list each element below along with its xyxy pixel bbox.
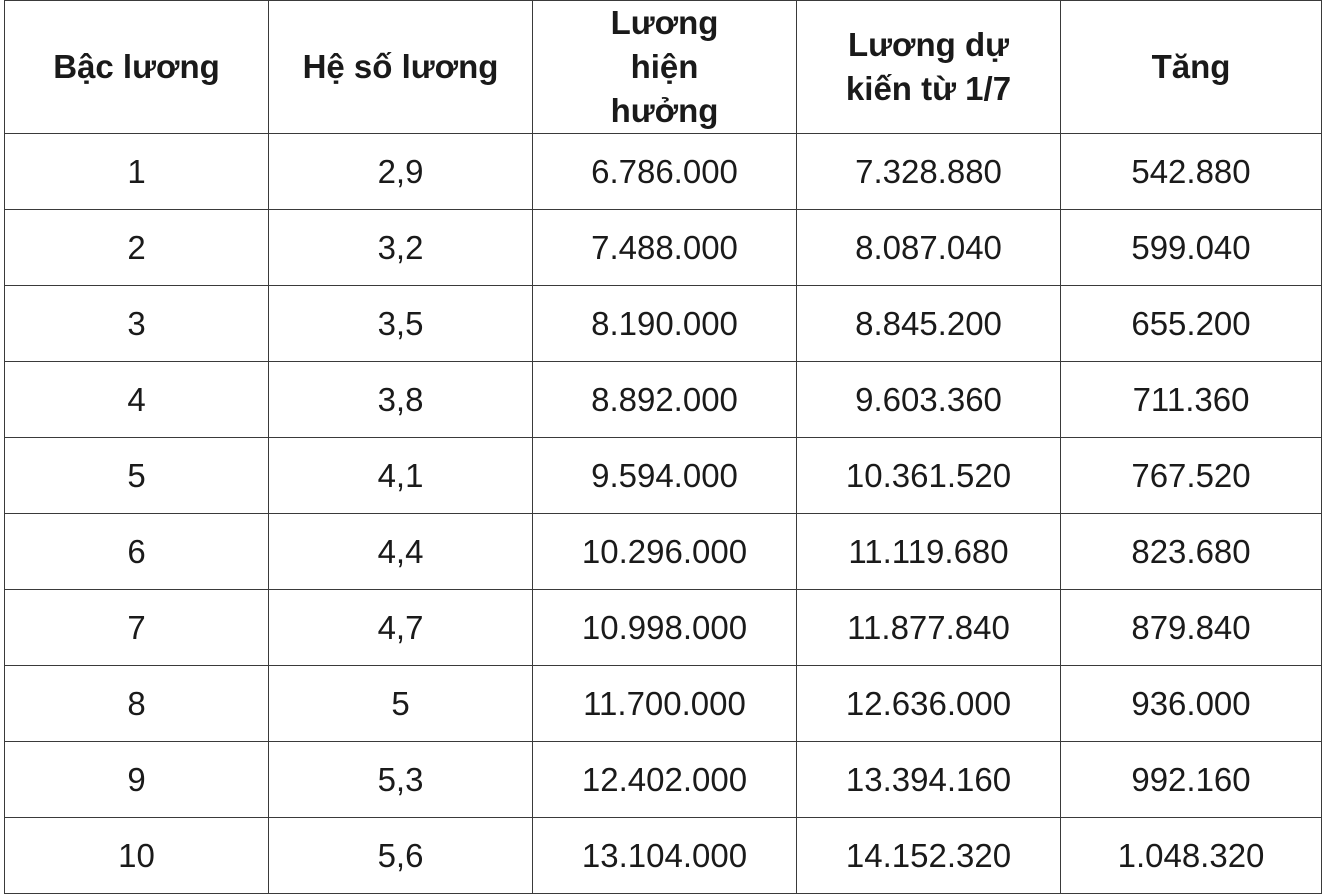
header-he-so-luong: Hệ số lương	[269, 1, 533, 134]
header-tang: Tăng	[1061, 1, 1322, 134]
cell-bac-luong: 1	[5, 134, 269, 210]
cell-bac-luong: 7	[5, 590, 269, 666]
cell-he-so-luong: 5,3	[269, 742, 533, 818]
table-header-row	[5, 1, 1322, 134]
cell-luong-hien-huong: 8.190.000	[533, 286, 797, 362]
table-row	[5, 134, 1322, 210]
header-luong-du-kien: Lương dự kiến từ 1/7	[797, 1, 1061, 134]
table-row	[5, 666, 1322, 742]
cell-luong-hien-huong: 12.402.000	[533, 742, 797, 818]
cell-he-so-luong: 5,6	[269, 818, 533, 894]
table-row	[5, 438, 1322, 514]
cell-he-so-luong: 4,7	[269, 590, 533, 666]
cell-he-so-luong: 3,5	[269, 286, 533, 362]
cell-tang: 936.000	[1061, 666, 1322, 742]
salary-table	[4, 0, 1322, 894]
cell-tang: 879.840	[1061, 590, 1322, 666]
table-row	[5, 590, 1322, 666]
cell-he-so-luong: 2,9	[269, 134, 533, 210]
cell-bac-luong: 5	[5, 438, 269, 514]
cell-tang: 823.680	[1061, 514, 1322, 590]
cell-luong-du-kien: 13.394.160	[797, 742, 1061, 818]
table-row	[5, 818, 1322, 894]
cell-bac-luong: 6	[5, 514, 269, 590]
cell-luong-hien-huong: 8.892.000	[533, 362, 797, 438]
cell-tang: 599.040	[1061, 210, 1322, 286]
cell-he-so-luong: 4,4	[269, 514, 533, 590]
cell-luong-du-kien: 8.845.200	[797, 286, 1061, 362]
cell-tang: 767.520	[1061, 438, 1322, 514]
header-bac-luong: Bậc lương	[5, 1, 269, 134]
cell-luong-hien-huong: 7.488.000	[533, 210, 797, 286]
cell-luong-du-kien: 7.328.880	[797, 134, 1061, 210]
cell-tang: 655.200	[1061, 286, 1322, 362]
table-row	[5, 286, 1322, 362]
table-row	[5, 742, 1322, 818]
cell-tang: 711.360	[1061, 362, 1322, 438]
cell-tang: 542.880	[1061, 134, 1322, 210]
cell-luong-hien-huong: 10.998.000	[533, 590, 797, 666]
cell-bac-luong: 2	[5, 210, 269, 286]
table-row	[5, 514, 1322, 590]
cell-luong-hien-huong: 9.594.000	[533, 438, 797, 514]
cell-luong-du-kien: 12.636.000	[797, 666, 1061, 742]
table-row	[5, 210, 1322, 286]
cell-tang: 992.160	[1061, 742, 1322, 818]
cell-tang: 1.048.320	[1061, 818, 1322, 894]
cell-luong-du-kien: 10.361.520	[797, 438, 1061, 514]
table-body	[5, 134, 1322, 894]
cell-he-so-luong: 5	[269, 666, 533, 742]
cell-luong-du-kien: 14.152.320	[797, 818, 1061, 894]
cell-luong-hien-huong: 10.296.000	[533, 514, 797, 590]
cell-luong-du-kien: 11.119.680	[797, 514, 1061, 590]
cell-luong-hien-huong: 11.700.000	[533, 666, 797, 742]
cell-bac-luong: 9	[5, 742, 269, 818]
header-luong-hien-huong: Lương hiện hưởng	[533, 1, 797, 134]
cell-bac-luong: 8	[5, 666, 269, 742]
cell-luong-du-kien: 9.603.360	[797, 362, 1061, 438]
cell-bac-luong: 4	[5, 362, 269, 438]
cell-bac-luong: 10	[5, 818, 269, 894]
cell-luong-du-kien: 11.877.840	[797, 590, 1061, 666]
cell-bac-luong: 3	[5, 286, 269, 362]
cell-he-so-luong: 3,2	[269, 210, 533, 286]
cell-luong-hien-huong: 13.104.000	[533, 818, 797, 894]
cell-luong-du-kien: 8.087.040	[797, 210, 1061, 286]
cell-he-so-luong: 4,1	[269, 438, 533, 514]
table-row	[5, 362, 1322, 438]
cell-luong-hien-huong: 6.786.000	[533, 134, 797, 210]
cell-he-so-luong: 3,8	[269, 362, 533, 438]
